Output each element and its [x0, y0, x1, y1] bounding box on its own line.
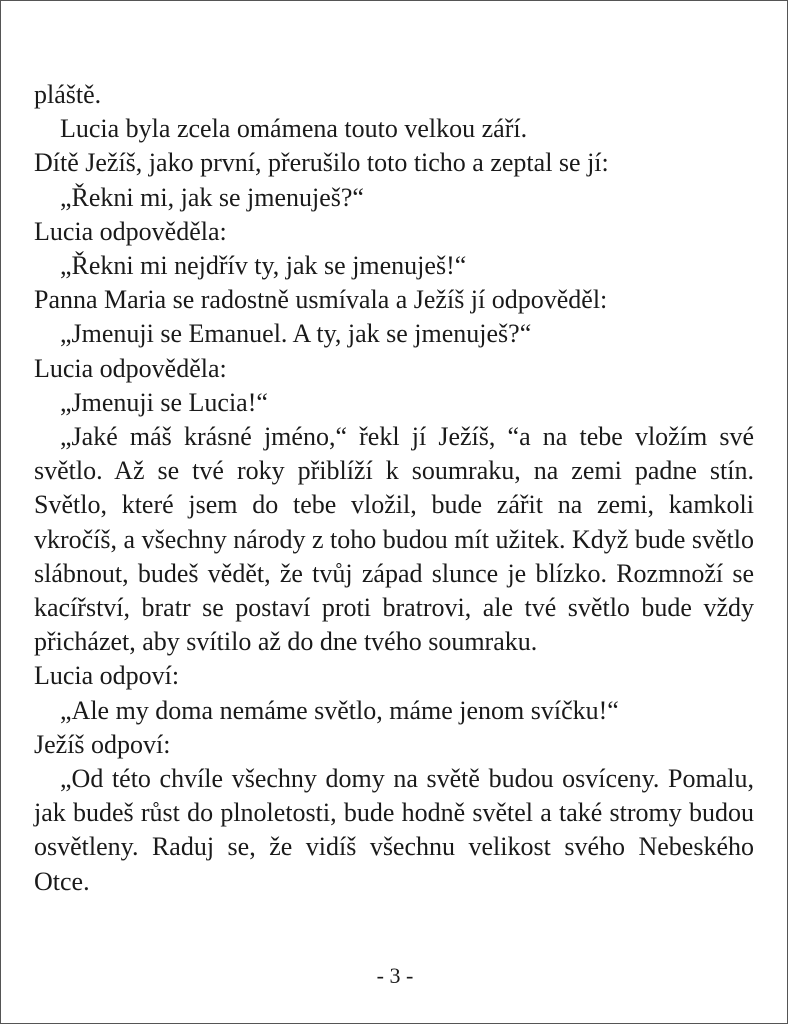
paragraph: Dítě Ježíš, jako první, přerušilo toto ticho a zeptal se jí: [34, 148, 609, 178]
paragraph: Ježíš odpoví: [34, 729, 171, 759]
dialogue-line: „Jmenuji se Lucia!“ [60, 387, 268, 417]
dialogue-line: „Jmenuji se Emanuel. A ty, jak se jmenuješ?“ [60, 319, 532, 349]
dialogue-line: „Ale my doma nemáme světlo, máme jenom svíčku!“ [60, 695, 619, 725]
page-number: - 3 - [376, 963, 414, 988]
paragraph: Lucia odpověděla: [34, 353, 227, 383]
dialogue-paragraph: „Od této chvíle všechny domy na světě budou osvíceny. Pomalu, jak budeš růst do plnoletosti, bude hodně světel a také stromy budou osvětleny. Raduj se, že vidíš všechnu velikost svého Nebeského Otce. [34, 764, 754, 896]
dialogue-line: „Řekni mi nejdřív ty, jak se jmenuješ!“ [60, 251, 467, 281]
dialogue-line: „Řekni mi, jak se jmenuješ?“ [60, 182, 364, 212]
paragraph: pláště. [34, 80, 102, 109]
paragraph: Lucia odpoví: [34, 661, 180, 691]
body-text [34, 78, 754, 899]
dialogue-paragraph: „Jaké máš krásné jméno,“ řekl jí Ježíš, “a na tebe vložím své světlo. Až se tvé roky přiblíží k soumraku, na zemi padne stín. Světlo, které jsem do tebe vložil, bude zářit na zemi, kamkoli vkročíš, a všechny národy z toho budou mít užitek. Když bude světlo slábnout, budeš vědět, že tvůj západ slunce je blízko. Rozmnoží se kacířství, bratr se postaví proti bratrovi, ale tvé světlo bude vždy přicházet, aby svítilo až do dne tvého soumraku. [34, 422, 754, 657]
paragraph: Lucia odpověděla: [34, 216, 227, 246]
paragraph: Panna Maria se radostně usmívala a Ježíš jí odpověděl: [34, 285, 608, 315]
paragraph: Lucia byla zcela omámena touto velkou září. [60, 114, 528, 144]
